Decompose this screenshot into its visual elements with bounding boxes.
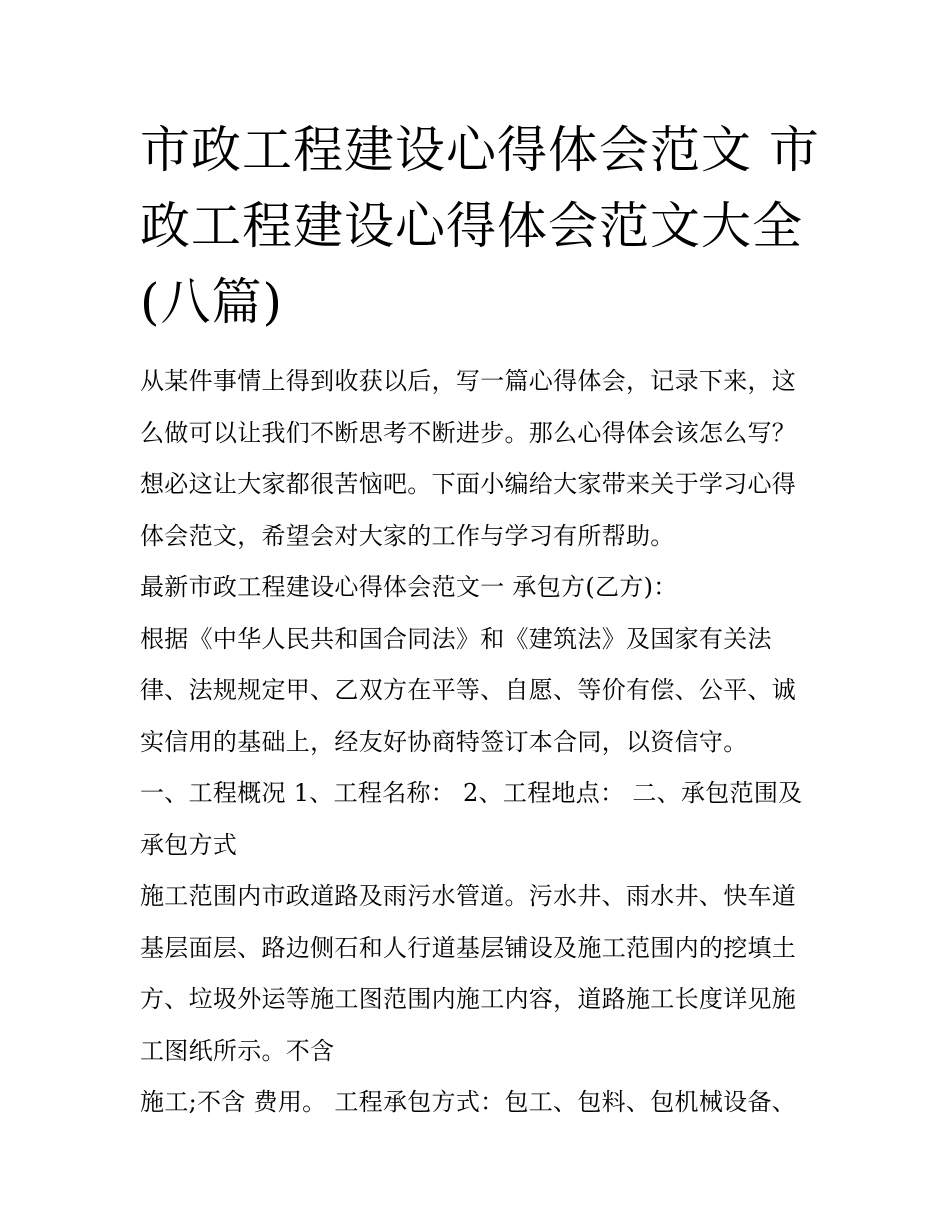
- body-line: 施工;不含 费用。 工程承包方式：包工、包料、包机械设备、: [140, 1088, 797, 1116]
- body-line: 从某件事情上得到收获以后，写一篇心得体会，记录下来，这: [140, 367, 797, 395]
- document-body: [140, 356, 820, 1129]
- body-line: 律、法规规定甲、乙双方在平等、自愿、等价有偿、公平、诚: [140, 676, 797, 704]
- body-line: 方、垃圾外运等施工图范围内施工内容，道路施工长度详见施: [140, 985, 797, 1013]
- body-line: 施工范围内市政道路及雨污水管道。污水井、雨水井、快车道: [140, 882, 797, 910]
- body-line: 工图纸所示。不含: [140, 1036, 335, 1065]
- body-line: 一、工程概况 1、工程名称： 2、工程地点： 二、承包范围及: [140, 779, 803, 807]
- body-line: 最新市政工程建设心得体会范文一 承包方(乙方)：: [140, 573, 678, 601]
- body-line: 承包方式: [140, 830, 238, 859]
- title-line-1: 市政工程建设心得体会范文 市: [140, 121, 820, 179]
- title-line-2: 政工程建设心得体会范文大全: [140, 197, 803, 255]
- body-line: 实信用的基础上，经友好协商特签订本合同，以资信守。: [140, 727, 748, 756]
- body-line: 么做可以让我们不断思考不断进步。那么心得体会该怎么写？: [140, 418, 797, 447]
- body-line: 根据《中华人民共和国合同法》和《建筑法》及国家有关法: [140, 624, 772, 653]
- body-line: 基层面层、路边侧石和人行道基层铺设及施工范围内的挖填土: [140, 933, 797, 962]
- body-line: 想必这让大家都很苦恼吧。下面小编给大家带来关于学习心得: [140, 470, 797, 498]
- body-line: 体会范文，希望会对大家的工作与学习有所帮助。: [140, 521, 675, 550]
- document-title: [140, 112, 820, 340]
- title-line-3: (八篇): [140, 273, 284, 331]
